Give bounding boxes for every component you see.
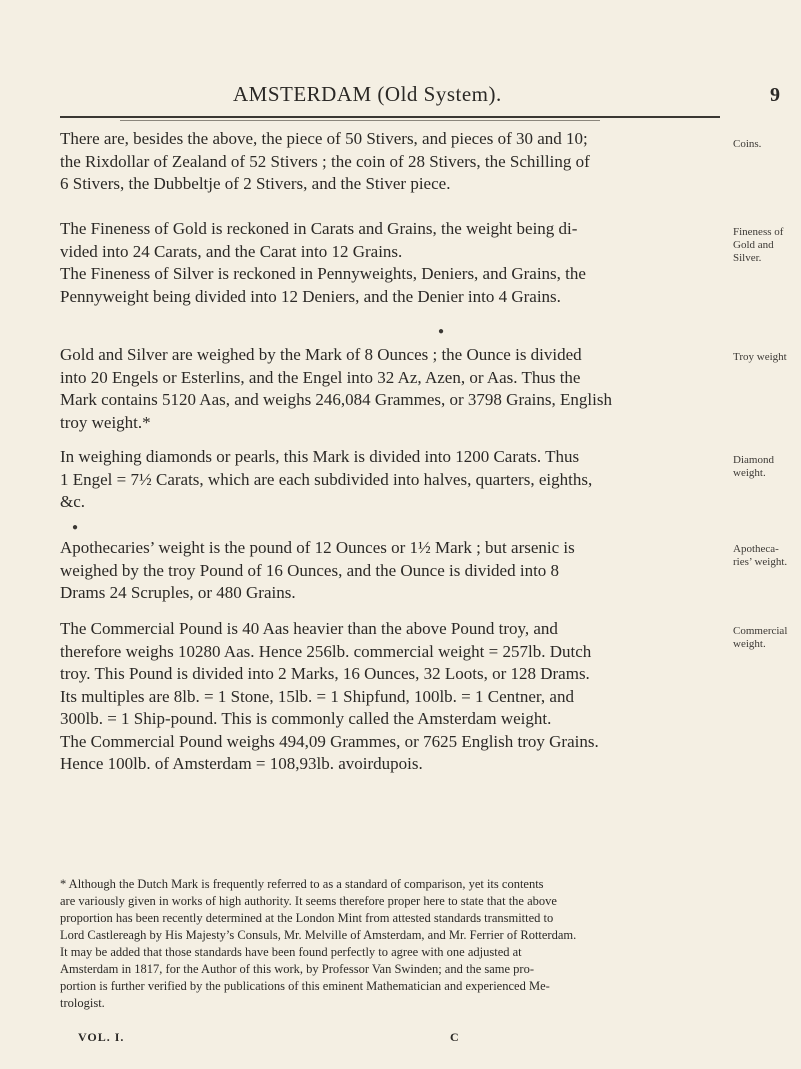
margin-note-line: Fineness of	[733, 226, 784, 238]
text-line: In weighing diamonds or pearls, this Mark is divided into 1200 Carats. Thus	[60, 447, 580, 466]
margin-note-troy	[733, 351, 801, 364]
text-line: Hence 100lb. of Amsterdam = 108,93lb. avoirdupois.	[60, 754, 423, 773]
paragraph-troy-weight	[60, 344, 715, 434]
margin-note-line: weight.	[733, 638, 766, 650]
text-line: 6 Stivers, the Dubbeltje of 2 Stivers, and the Stiver piece.	[60, 174, 451, 193]
text-line: weighed by the troy Pound of 16 Ounces, and the Ounce is divided into 8	[60, 560, 560, 580]
paragraph-diamond-weight	[60, 446, 715, 514]
paragraph-fineness	[60, 218, 715, 308]
footnote-line: Amsterdam in 1817, for the Author of this work, by Professor Van Swinden; and the same pro-	[60, 962, 535, 976]
running-title: AMSTERDAM (Old System).	[233, 82, 502, 106]
text-line: Pennyweight being divided into 12 Deniers, and the Denier into 4 Grains.	[60, 286, 561, 306]
text-line: Gold and Silver are weighed by the Mark of 8 Ounces ; the Ounce is divided	[60, 345, 582, 364]
text-line: therefore weighs 10280 Aas. Hence 256lb. commercial weight = 257lb. Dutch	[60, 641, 592, 661]
volume-mark: VOL. I.	[78, 1030, 125, 1044]
margin-note-line: Commercial	[733, 625, 788, 637]
margin-note-commercial	[733, 625, 801, 651]
margin-note-fineness	[733, 226, 801, 265]
footnote-line: are variously given in works of high authority. It seems therefore proper here to state that the above	[60, 894, 557, 908]
page-header	[0, 68, 801, 108]
ornament-dot: ●	[438, 326, 445, 337]
margin-note-line: Gold and	[733, 239, 774, 251]
text-line: The Fineness of Gold is reckoned in Carats and Grains, the weight being di-	[60, 219, 578, 238]
margin-note-line: Troy weight	[733, 351, 787, 363]
margin-note-line: ries’ weight.	[733, 556, 788, 568]
text-line: Drams 24 Scruples, or 480 Grains.	[60, 583, 296, 602]
text-line: vided into 24 Carats, and the Carat into 12 Grains.	[60, 241, 403, 261]
text-line: Apothecaries’ weight is the pound of 12 Ounces or 1½ Mark ; but arsenic is	[60, 538, 575, 557]
paragraph-commercial-weight	[60, 618, 715, 776]
ornament-dot: ●	[72, 522, 79, 533]
page-number: 9	[770, 84, 780, 106]
text-line: The Commercial Pound is 40 Aas heavier than the above Pound troy, and	[60, 619, 558, 638]
margin-note-line: Silver.	[733, 252, 762, 264]
margin-note-line: Apotheca-	[733, 543, 779, 555]
footnote-line: trologist.	[60, 996, 105, 1010]
text-line: The Commercial Pound weighs 494,09 Grammes, or 7625 English troy Grains.	[60, 731, 599, 751]
text-line: the Rixdollar of Zealand of 52 Stivers ; the coin of 28 Stivers, the Schilling of	[60, 151, 590, 171]
margin-note-line: Diamond	[733, 454, 774, 466]
text-line: Mark contains 5120 Aas, and weighs 246,084 Grammes, or 3798 Grains, English	[60, 390, 612, 409]
text-line: 300lb. = 1 Ship-pound. This is commonly called the Amsterdam weight.	[60, 709, 552, 728]
text-line: troy. This Pound is divided into 2 Marks, 16 Ounces, 32 Loots, or 128 Drams.	[60, 664, 590, 683]
footnote-line: * Although the Dutch Mark is frequently referred to as a standard of comparison, yet its contents	[60, 877, 544, 891]
signature-mark: C	[450, 1030, 459, 1044]
footnote-line: proportion has been recently determined at the London Mint from attested standards transmitted to	[60, 911, 554, 925]
text-line: There are, besides the above, the piece of 50 Stivers, and pieces of 30 and 10;	[60, 129, 588, 148]
paragraph-apothecaries-weight	[60, 537, 715, 605]
header-rule	[60, 116, 720, 118]
margin-note-line: Coins.	[733, 138, 762, 150]
text-line: into 20 Engels or Esterlins, and the Engel into 32 Az, Azen, or Aas. Thus the	[60, 367, 581, 387]
text-line: The Fineness of Silver is reckoned in Pennyweights, Deniers, and Grains, the	[60, 264, 586, 283]
margin-note-coins	[733, 138, 801, 151]
header-rule-thin	[120, 120, 600, 121]
text-line: 1 Engel = 7½ Carats, which are each subdivided into halves, quarters, eighths,	[60, 469, 593, 489]
margin-note-apothecaries	[733, 543, 801, 569]
text-line: Its multiples are 8lb. = 1 Stone, 15lb. = 1 Shipfund, 100lb. = 1 Centner, and	[60, 686, 574, 706]
paragraph-coins	[60, 128, 715, 196]
text-line: troy weight.*	[60, 412, 151, 432]
footnote-line: Lord Castlereagh by His Majesty’s Consuls, Mr. Melville of Amsterdam, and Mr. Ferrier of Rotterdam.	[60, 928, 577, 942]
margin-note-line: weight.	[733, 467, 766, 479]
text-line: &c.	[60, 492, 86, 511]
footnote	[60, 876, 715, 1012]
margin-note-diamond	[733, 454, 801, 480]
footnote-line: portion is further verified by the publications of this eminent Mathematician and experienced Me-	[60, 979, 550, 993]
footnote-line: It may be added that those standards have been found perfectly to agree with one adjusted at	[60, 945, 522, 959]
